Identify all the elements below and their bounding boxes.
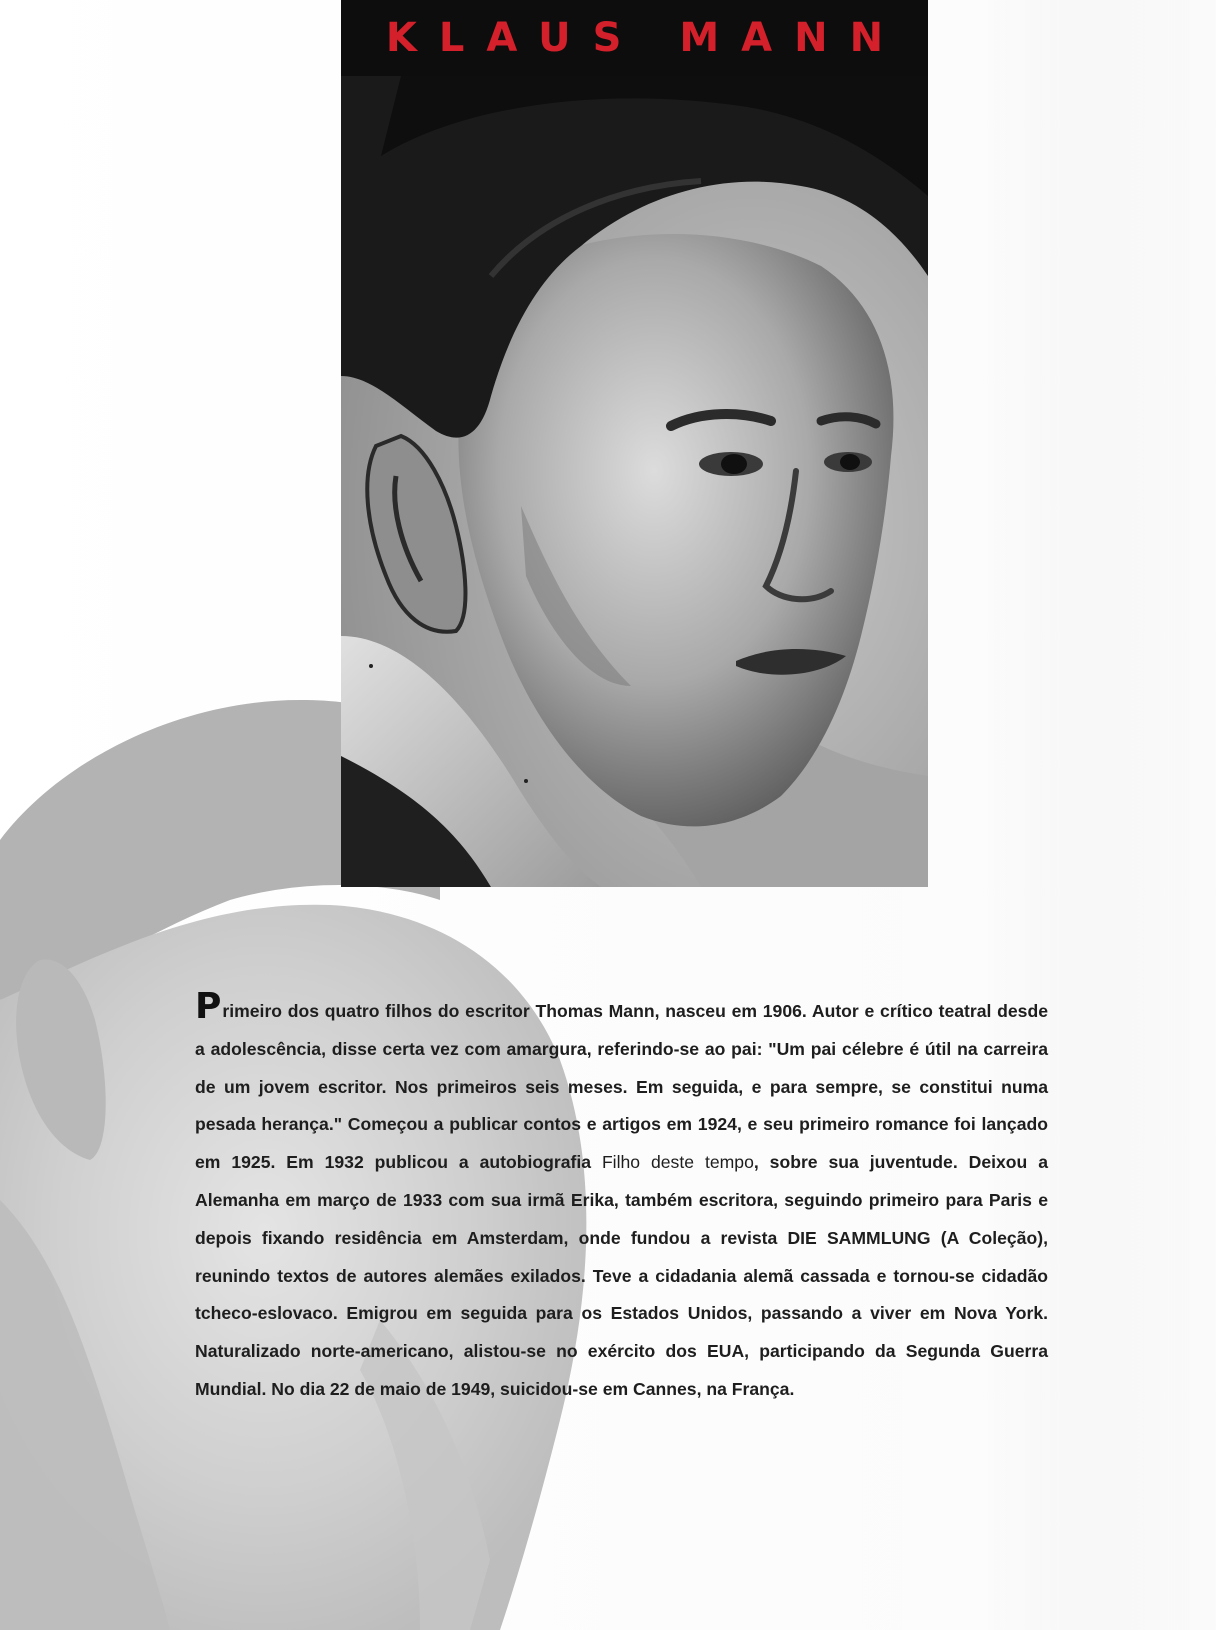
title-bar [341, 0, 928, 76]
book-title: Filho deste tempo [601, 1152, 754, 1173]
portrait-image [341, 76, 928, 887]
page-title: KLAUS MANN [385, 15, 906, 61]
bio-part-2: , sobre sua juventude. Deixou a Alemanha em março de 1933 com sua irmã Erika, também escritora, seguindo primeiro para Paris e depois fixando residência em Amsterdam, onde fundou a revista DIE SAMMLUNG (A Coleção), reunindo textos de autores alemães exilados. Teve a cidadania alemã cassada e tornou-se cidadão tcheco-eslovaco. Emigrou em seguida para os Estados Unidos, passando a viver em Nova York. Naturalizado norte-americano, alistou-se no exército dos EUA, participando da Segunda Guerra Mundial. No dia 22 de maio de 1949, suicidou-se em Cannes, na França. [195, 1152, 1048, 1399]
bio-part-1: rimeiro dos quatro filhos do escritor Thomas Mann, nasceu em 1906. Autor e crítico teatral desde a adolescência, disse certa vez com amargura, referindo-se ao pai: "Um pai célebre é útil na carreira de um jovem escritor. Nos primeiros seis meses. Em seguida, e para sempre, se constitui numa pesada herança." Começou a publicar contos e artigos em 1924, e seu primeiro romance foi lançado em 1925. Em 1932 publicou a autobiografia [195, 1001, 1048, 1173]
biography-text [195, 986, 1048, 1409]
portrait-photo [341, 76, 928, 887]
drop-cap: P [195, 986, 222, 1027]
